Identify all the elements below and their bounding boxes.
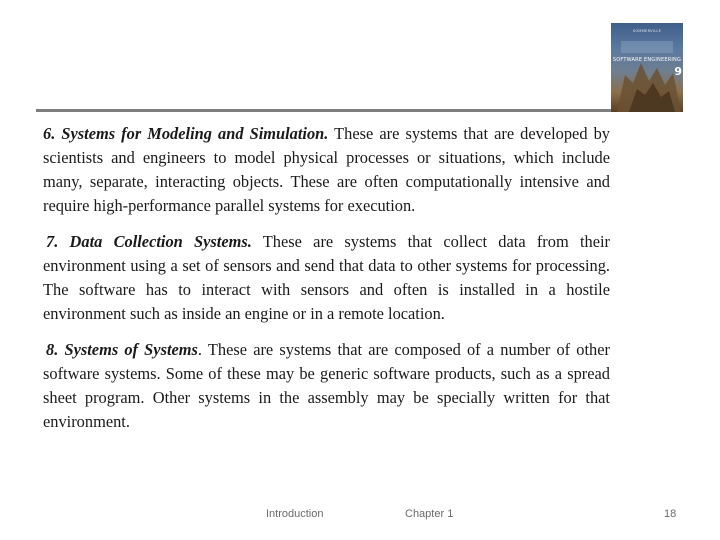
item-text: . These are systems that are composed of a number of other software systems. Some of these may be generic software products, such as a spread sheet program. Other systems in the assembly may be specially written for that environment. <box>43 340 610 431</box>
footer-chapter: Chapter 1 <box>405 508 454 520</box>
slide-body <box>43 122 610 446</box>
footer-section-title: Introduction <box>266 508 324 520</box>
item-text: These are systems that collect data from their environment using a set of sensors and send that data to other systems for processing. The software has to interact with sensors and often is installed in a hostile environment such as inside an engine or in a remote location. <box>43 232 610 323</box>
cover-edition: 9 <box>674 65 682 78</box>
item-number: 8. <box>46 340 59 359</box>
book-cover-image <box>611 23 683 112</box>
item-text: These are systems that are developed by scientists and engineers to model physical processes or situations, which include many, separate, interacting objects. These are often computationally intensive and require high-performance parallel systems for execution. <box>43 124 610 215</box>
cover-artwork <box>611 23 683 112</box>
paragraph-systems-of-systems <box>43 338 610 434</box>
cover-author: SOMMERVILLE <box>632 29 662 33</box>
footer-page-number: 18 <box>664 508 677 520</box>
item-lead: Data Collection Systems. <box>69 232 252 251</box>
item-lead: Systems for Modeling and Simulation. <box>61 124 329 143</box>
paragraph-modeling-simulation <box>43 122 610 218</box>
header-divider <box>36 109 611 112</box>
paragraph-data-collection <box>43 230 610 326</box>
item-number: 6. <box>43 124 56 143</box>
item-number: 7. <box>46 232 59 251</box>
item-lead: Systems of Systems <box>64 340 198 359</box>
cover-title: SOFTWARE ENGINEERING <box>612 57 682 63</box>
